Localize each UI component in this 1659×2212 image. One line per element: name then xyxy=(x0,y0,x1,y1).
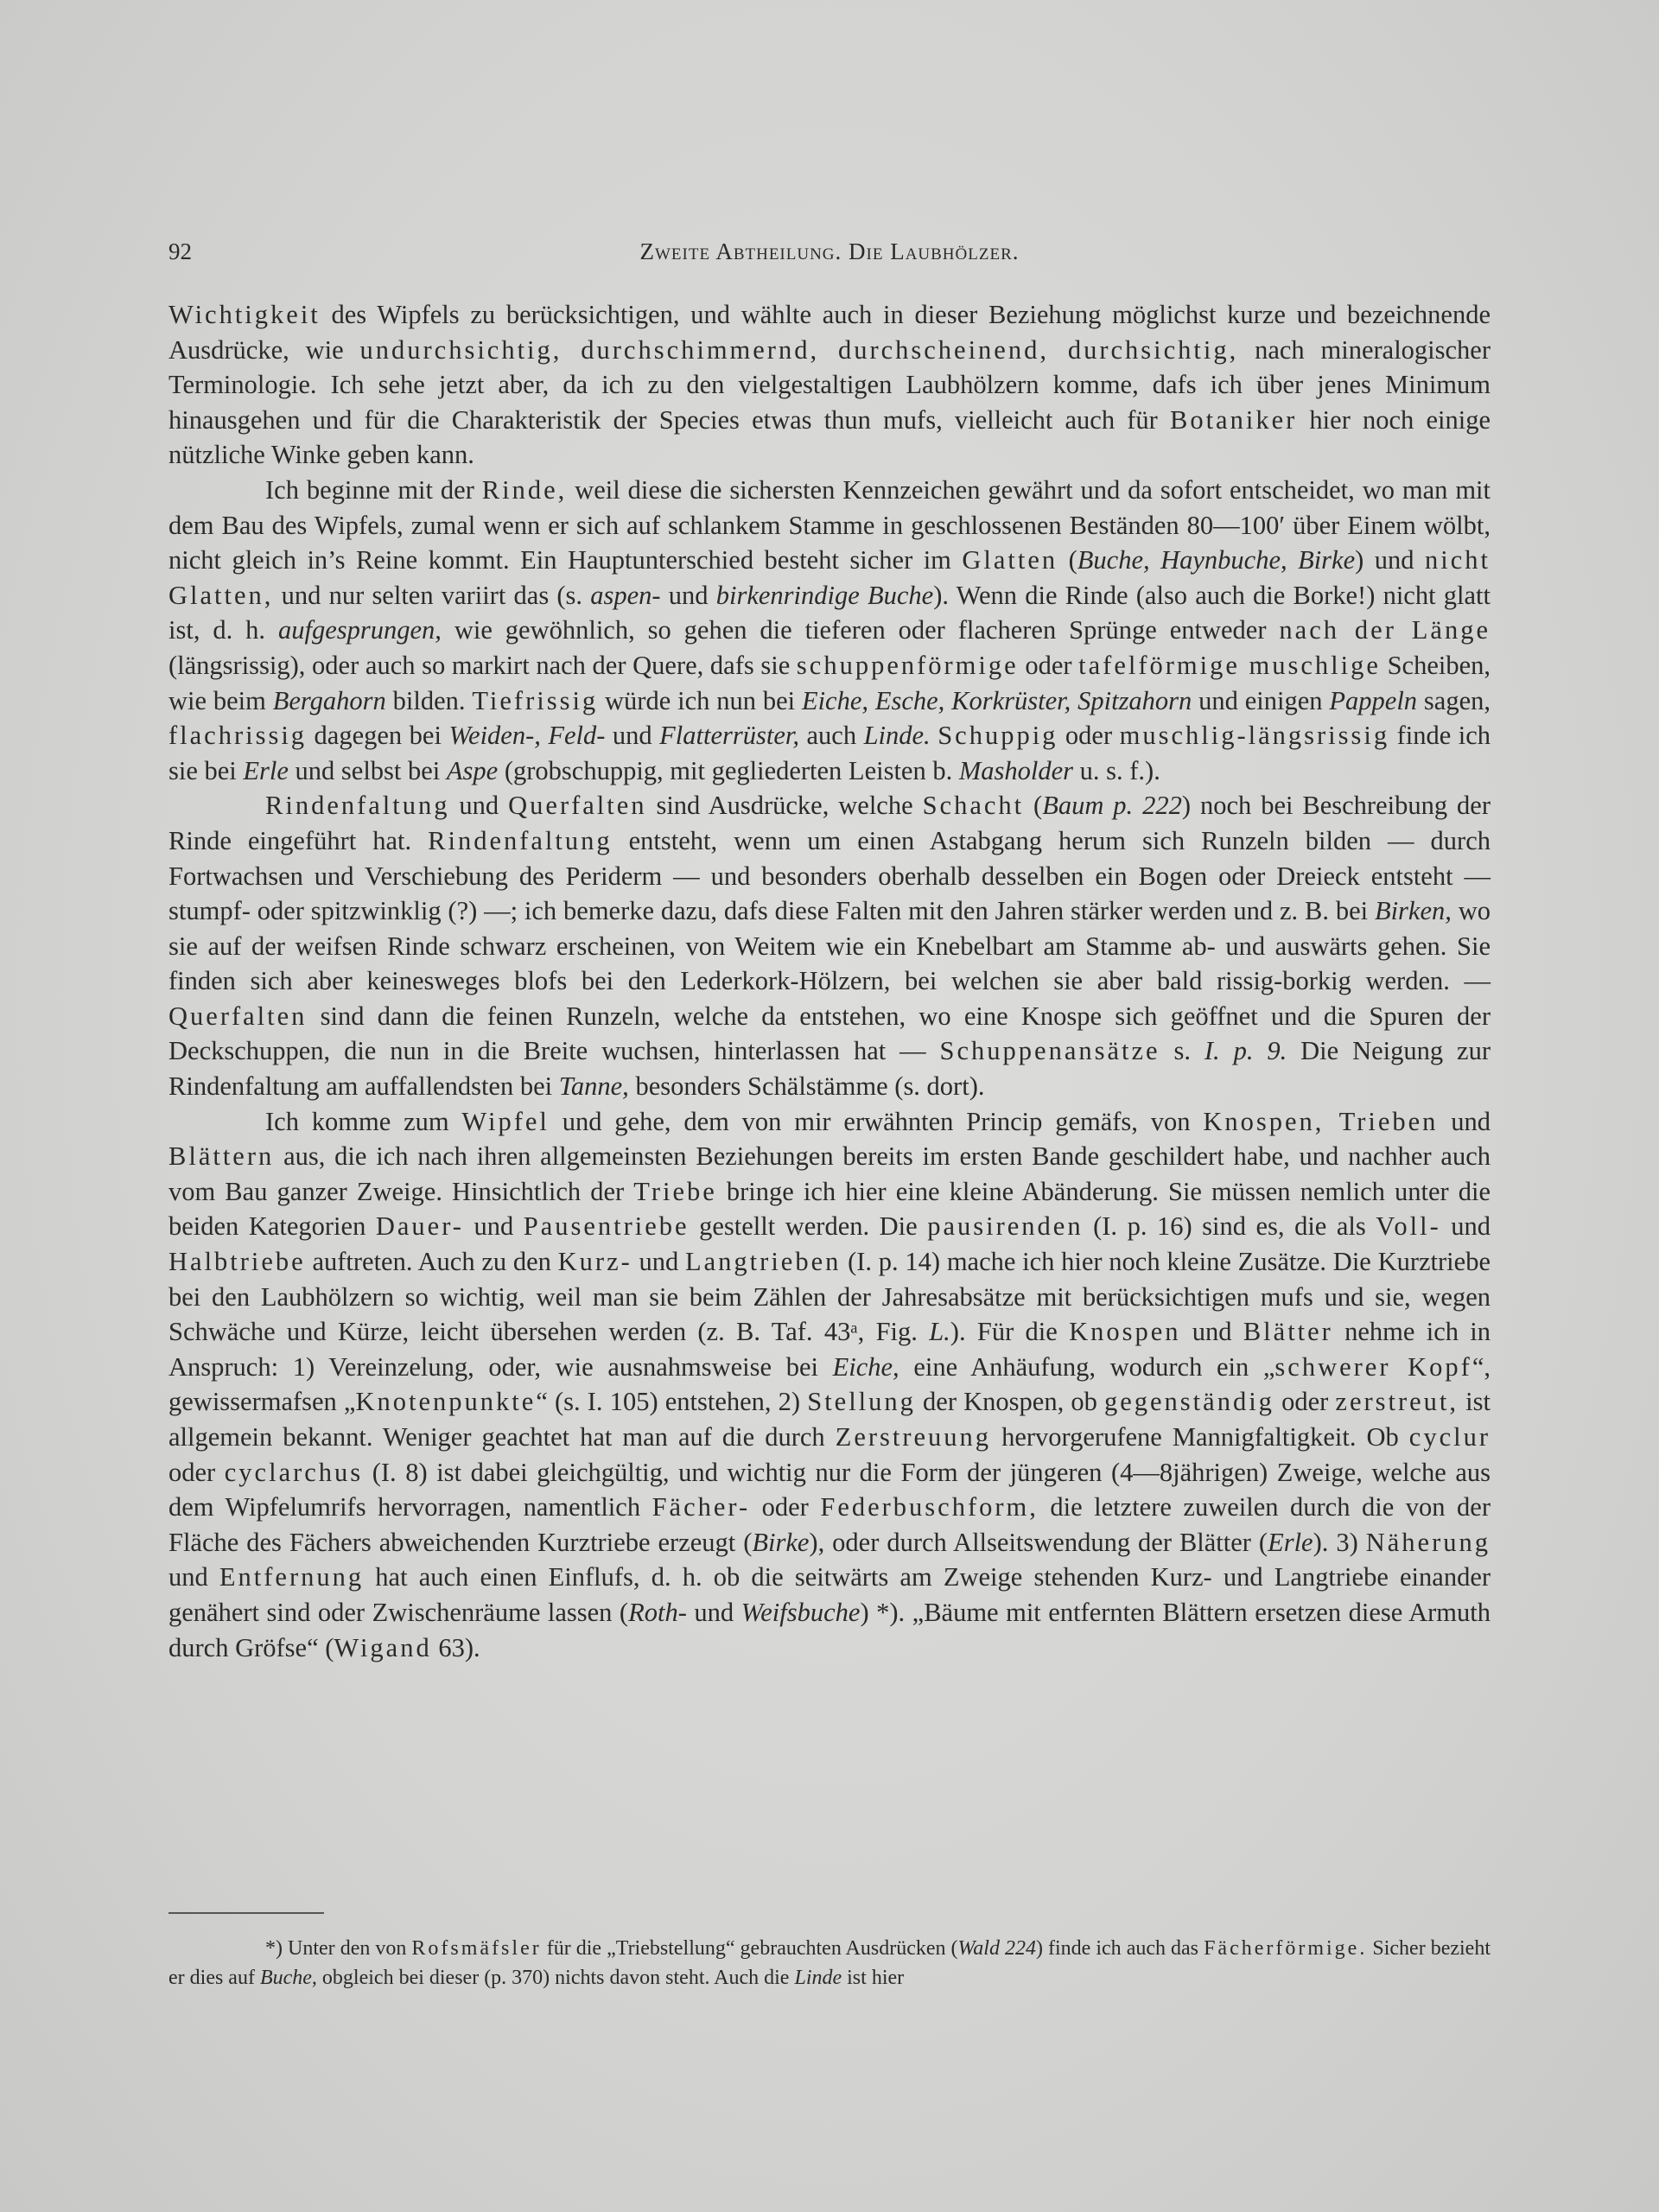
text-run: ( xyxy=(1058,545,1077,575)
text-run: cyclarchus xyxy=(224,1457,364,1487)
text-run: *) Unter den von xyxy=(265,1937,412,1960)
text-run xyxy=(931,721,938,750)
text-run: tafelförmige muschlige xyxy=(1078,650,1381,680)
text-run: oder xyxy=(1274,1387,1336,1417)
text-run: Linde xyxy=(794,1967,842,1989)
text-run: und einigen xyxy=(1192,685,1330,715)
text-run: der Knospen, ob xyxy=(915,1387,1104,1417)
text-run: I. p. 9. xyxy=(1204,1036,1287,1066)
text-run: Langtrieben xyxy=(685,1247,842,1277)
text-run: Pappeln xyxy=(1329,685,1418,715)
text-run: Pausentriebe xyxy=(523,1211,690,1242)
text-run: (I. p. 14) mache ich hier noch kleine Zusätze. Die Kurztriebe bei den Laubhölzern so wichtig, weil man sie beim Zählen der Jahresabsätze mit berücksichtigen mufs und sie, wegen Schwäche und Kürze, leicht übersehen werden (z. B. Taf. 43ᵃ, Fig. xyxy=(168,1247,1491,1347)
footnote-rule xyxy=(168,1912,324,1914)
text-run: nach mineralogischer Terminologie. Ich sehe jetzt aber, da ich zu den vielgestaltigen Laubhölzern komme, dafs ich über jenes Minimum hinausgehen und für die Charakteristik der Species etwas thun mufs, vielleicht auch für xyxy=(168,334,1491,435)
text-run: Knospen, Trieben xyxy=(1203,1106,1439,1136)
text-run: Rindenfaltung xyxy=(428,825,613,855)
text-run: ) und xyxy=(1355,545,1425,575)
text-run: Knospen xyxy=(1069,1317,1181,1347)
text-run: Federbuschform, xyxy=(820,1492,1039,1522)
text-run: (grobschuppig, mit gegliederten Leisten b. xyxy=(498,755,959,785)
text-run: die letztere zuweilen durch die von der Fläche des Fächers abweichenden Kurztriebe erzeugt ( xyxy=(168,1492,1491,1557)
text-run: “, gewissermafsen „ xyxy=(168,1351,1491,1417)
text-run: gegenständig xyxy=(1103,1387,1274,1417)
text-run: ) finde ich auch das xyxy=(1036,1937,1205,1960)
text-run: Halbtriebe xyxy=(168,1247,306,1277)
text-run: finde ich sie bei xyxy=(168,721,1491,785)
text-run: Rindenfaltung xyxy=(265,791,450,821)
text-run: sind Ausdrücke, welche xyxy=(646,791,923,821)
text-run: Birke xyxy=(752,1527,810,1557)
text-run: L. xyxy=(929,1317,950,1347)
text-run: schuppenförmige xyxy=(796,650,1019,680)
text-run: Voll- xyxy=(1376,1211,1441,1242)
paragraph-4 xyxy=(168,1104,1491,1666)
text-run: des Wipfels zu berücksichtigen, und wählte auch in dieser Beziehung möglichst kurze und bezeichnende Ausdrücke, wie xyxy=(168,300,1491,365)
text-run: für die „Triebstellung“ gebrauchten Ausdrücken ( xyxy=(541,1937,958,1960)
text-run: Aspe xyxy=(446,755,499,785)
text-run: weil diese die sichersten Kennzeichen gewährt und da sofort entscheidet, wo man mit dem Bau des Wipfels, zumal wenn er sich auf schlankem Stamme in geschlossenen Beständen 80—100′ über Einem wölbt, nicht gleich in’s Reine kommt. Ein Hauptunterschied besteht sicher im xyxy=(168,474,1491,575)
text-run: u. s. f.). xyxy=(1073,755,1160,785)
text-run: wie gewöhnlich, so gehen die tieferen oder flacheren Sprünge entweder xyxy=(441,615,1280,645)
text-run: ( xyxy=(1024,791,1043,821)
text-run: ). Für die xyxy=(950,1317,1070,1347)
text-run: und selbst bei xyxy=(288,755,447,785)
text-run: birkenrindige Buche xyxy=(715,580,934,610)
text-run: Triebe xyxy=(633,1176,717,1206)
text-run: “ (s. I. 105) entstehen, 2) xyxy=(536,1387,808,1417)
paragraph-2 xyxy=(168,473,1491,788)
text-run: nach der Länge xyxy=(1279,615,1491,645)
text-run: oder xyxy=(750,1492,821,1522)
text-run: eine Anhäufung, wodurch ein „ xyxy=(899,1351,1275,1382)
text-run: und xyxy=(660,580,716,610)
text-run: Tiefrissig xyxy=(472,685,599,715)
text-run: Ich komme zum xyxy=(265,1106,462,1136)
text-run: Rofsmäfsler xyxy=(411,1937,542,1960)
text-run: Entfernung xyxy=(219,1562,365,1592)
text-run: auftreten. Auch zu den xyxy=(305,1247,558,1277)
text-run: Querfalten xyxy=(508,791,647,821)
text-run: auch xyxy=(799,721,864,751)
text-run: Roth- xyxy=(628,1597,687,1627)
text-run: pausirenden xyxy=(927,1211,1084,1242)
text-run: ). 3) xyxy=(1313,1527,1366,1557)
text-run: bilden. xyxy=(385,685,473,715)
text-run: Masholder xyxy=(958,755,1074,785)
text-run: Schuppig xyxy=(938,721,1058,751)
text-run: und xyxy=(1180,1317,1243,1347)
text-run: ) *). „Bäume mit entfernten Blättern ersetzen diese Armuth durch Gröfse“ ( xyxy=(168,1597,1491,1662)
text-run: Eiche, xyxy=(832,1351,899,1382)
text-run: nicht Glatten, xyxy=(168,545,1491,610)
running-title: Zweite Abtheilung. Die Laubhölzer. xyxy=(639,238,1020,264)
text-run: und xyxy=(1440,1211,1491,1242)
text-run: ist allgemein bekannt. Weniger geachtet hat man auf die durch xyxy=(168,1387,1491,1452)
text-run: Wipfel xyxy=(461,1106,550,1136)
text-run: flachrissig xyxy=(168,721,308,751)
text-run: und xyxy=(1438,1106,1491,1136)
text-run: hervorgerufene Mannigfaltigkeit. Ob xyxy=(991,1422,1409,1452)
paragraph-3 xyxy=(168,788,1491,1103)
text-run: und xyxy=(449,791,509,821)
text-run: Linde. xyxy=(863,721,931,751)
text-run: Dauer- xyxy=(375,1211,464,1242)
text-run: ) noch bei Beschreibung der Rinde eingeführt hat. xyxy=(168,791,1491,855)
text-run: wo sie auf der weifsen Rinde schwarz erscheinen, von Weitem wie ein Knebelbart am Stamme ab- und auswärts gehen. Sie finden sich aber keinesweges blofs bei den Lederkork-Hölzern, bei welchen sie aber bald rissig-borkig werden. — xyxy=(168,896,1491,996)
text-run: und xyxy=(686,1597,741,1627)
text-run: Buche, xyxy=(259,1967,317,1989)
text-run: Erle xyxy=(243,755,289,785)
text-run: oder xyxy=(168,1457,225,1487)
text-run: ), oder durch Allseitswendung der Blätter ( xyxy=(809,1527,1268,1557)
text-run: muschlig-längsrissig xyxy=(1119,721,1390,751)
page-number: 92 xyxy=(168,238,192,264)
text-run: und xyxy=(605,721,660,751)
text-run: Wald 224 xyxy=(957,1937,1036,1960)
text-run: aufgesprungen, xyxy=(277,615,442,645)
text-run: Scheiben, wie beim xyxy=(168,650,1491,715)
text-run: oder xyxy=(1018,650,1079,680)
text-run: dagegen bei xyxy=(307,721,449,751)
text-run: aus, die ich nach ihren allgemeinsten Beziehungen bereits im ersten Bande geschildert habe, und nachher auch vom Bau ganzer Zweige. Hinsichtlich der xyxy=(168,1141,1491,1206)
text-run: Botaniker xyxy=(1169,404,1298,435)
text-run: Buche, Haynbuche, Birke xyxy=(1077,545,1356,575)
text-run: hat auch einen Einflufs, d. h. ob die seitwärts am Zweige stehenden Kurz- und Langtriebe einander genähert sind oder Zwischenräume lassen ( xyxy=(168,1562,1491,1627)
text-run: und gehe, dem von mir erwähnten Princip gemäfs, von xyxy=(549,1106,1204,1136)
text-run: Stellung xyxy=(807,1387,916,1417)
footnote xyxy=(168,1934,1491,1993)
text-run: Glatten xyxy=(962,545,1058,575)
text-run: Weiden-, Feld- xyxy=(448,721,606,751)
text-run: Weifsbuche xyxy=(741,1597,861,1627)
text-run: Ich beginne mit der xyxy=(265,474,482,505)
text-run: (längsrissig), oder auch so markirt nach der Quere, dafs sie xyxy=(168,650,797,680)
text-run: ). Wenn die Rinde (also auch die Borke!) nicht glatt ist, d. h. xyxy=(168,580,1491,645)
text-run: Zerstreuung xyxy=(835,1422,992,1452)
text-run: Knotenpunkte xyxy=(355,1387,537,1417)
text-run: hier noch einige nützliche Winke geben kann. xyxy=(168,404,1491,470)
text-run: sind dann die feinen Runzeln, welche da entstehen, wo eine Knospe sich geöffnet und die Spuren der Deckschuppen, die nun in die Breite wuchsen, hinterlassen hat — xyxy=(168,1001,1491,1066)
text-run: nehme ich in Anspruch: 1) Vereinzelung, oder, wie ausnahmsweise bei xyxy=(168,1317,1491,1382)
text-run: Fächerförmige. xyxy=(1204,1937,1368,1960)
text-run: Bergahorn xyxy=(272,685,386,715)
text-run: Flatterrüster, xyxy=(659,721,799,751)
text-run: s. xyxy=(1160,1036,1205,1066)
body-text xyxy=(168,297,1491,1665)
text-run: würde ich nun bei xyxy=(598,685,802,715)
text-run: Eiche, Esche, Korkrüster, Spitzahorn xyxy=(801,685,1192,715)
text-run: gestellt werden. Die xyxy=(689,1211,928,1242)
page-header xyxy=(168,238,1491,273)
text-run: Sicher bezieht er dies auf xyxy=(168,1937,1491,1989)
paragraph-1 xyxy=(168,297,1491,473)
text-run: (I. p. 16) sind es, die als xyxy=(1083,1211,1376,1242)
text-run: und xyxy=(168,1562,219,1592)
text-run: Erle xyxy=(1268,1527,1313,1557)
text-run: Blättern xyxy=(168,1141,275,1172)
text-run: Tanne, xyxy=(558,1071,629,1102)
text-run: (I. 8) ist dabei gleichgültig, und wichtig nur die Form der jüngeren (4—8jährigen) Zweige, welche aus dem Wipfelumrifs hervorragen, namentlich xyxy=(168,1457,1491,1522)
text-run: cyclur xyxy=(1408,1422,1491,1452)
text-run: Schuppenansätze xyxy=(939,1036,1160,1066)
text-run: ist hier xyxy=(842,1967,905,1989)
text-run: oder xyxy=(1058,721,1120,751)
text-run: und xyxy=(632,1247,686,1277)
text-run: Wichtigkeit xyxy=(168,300,321,329)
text-run: entsteht, wenn um einen Astabgang herum sich Runzeln bilden — durch Fortwachsen und Verschiebung des Periderm — und besonders oberhalb desselben ein Bogen oder Dreieck entsteht — stumpf- oder spitzwinklig (?) —; ich bemerke dazu, dafs diese Falten mit den Jahren stärker werden und z. B. bei xyxy=(168,825,1491,926)
text-run: Blätter xyxy=(1243,1317,1333,1347)
text-run: undurchsichtig, durchschimmernd, durchscheinend, durchsichtig, xyxy=(359,334,1239,365)
text-run: Baum p. 222 xyxy=(1042,791,1182,821)
text-run: schwerer Kopf xyxy=(1274,1351,1472,1382)
text-run: Kurz- xyxy=(557,1247,632,1277)
text-run: zerstreut, xyxy=(1335,1387,1459,1417)
text-run: Querfalten xyxy=(168,1001,308,1031)
text-run: Rinde, xyxy=(481,474,568,505)
text-run: Die Neigung zur Rindenfaltung am auffallendsten bei xyxy=(168,1036,1491,1102)
text-run: Fächer- xyxy=(652,1492,751,1522)
text-run: Wigand xyxy=(334,1632,432,1662)
text-run: aspen- xyxy=(590,580,661,610)
text-run: Birken, xyxy=(1374,896,1452,926)
text-run: obgleich bei dieser (p. 370) nichts davon steht. Auch die xyxy=(316,1967,795,1989)
text-run: und nur selten variirt das (s. xyxy=(273,580,591,610)
text-run: bringe ich hier eine kleine Abänderung. Sie müssen nemlich unter die beiden Kategorien xyxy=(168,1176,1491,1242)
text-run: 63). xyxy=(431,1632,480,1662)
text-run: Schacht xyxy=(922,791,1025,821)
text-run: sagen, xyxy=(1417,685,1491,715)
text-run: besonders Schälstämme (s. dort). xyxy=(628,1071,985,1102)
text-run: und xyxy=(463,1211,524,1242)
text-run: Näherung xyxy=(1365,1527,1491,1557)
